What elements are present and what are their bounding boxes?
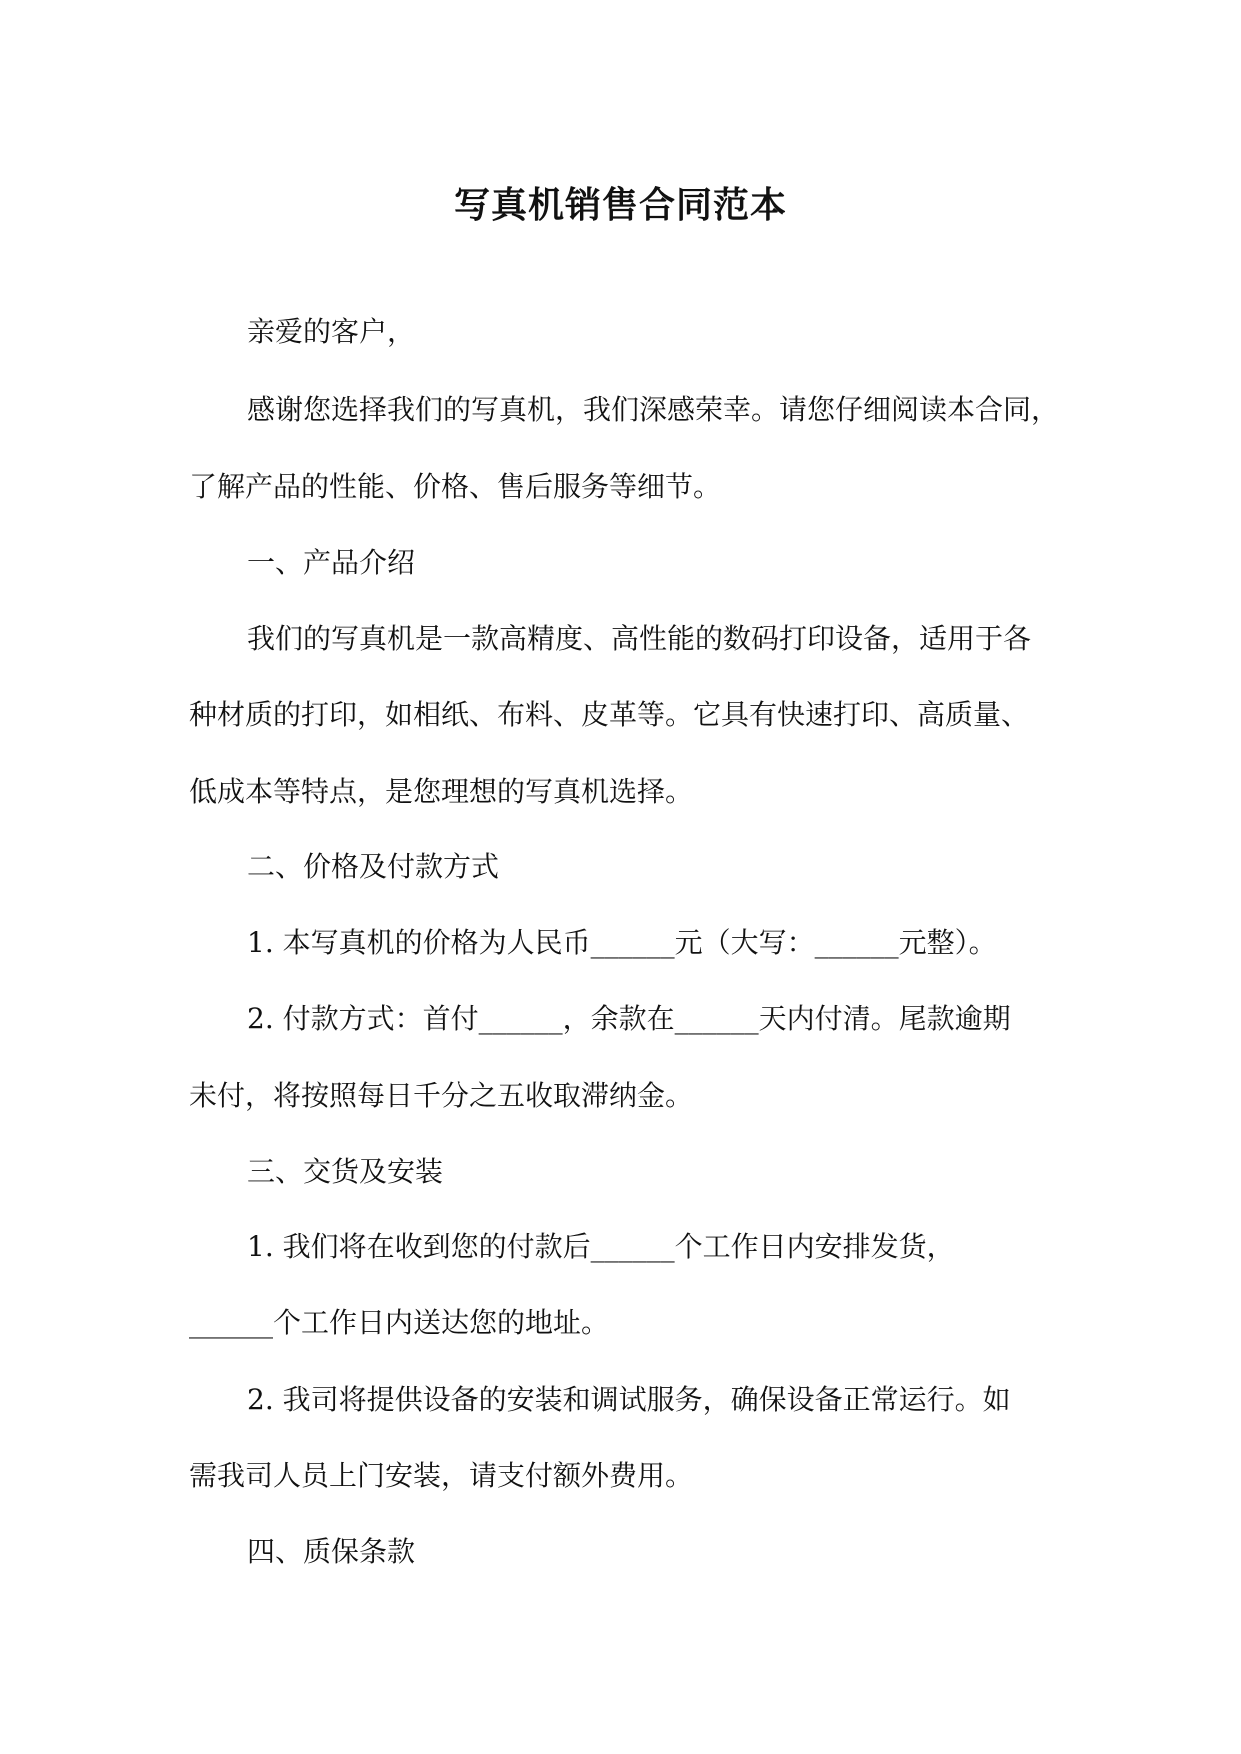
clause-line: 1. 我们将在收到您的付款后______个工作日内安排发货， xyxy=(247,1230,955,1263)
paragraph-line: 未付，将按照每日千分之五收取滞纳金。 xyxy=(189,1079,694,1112)
paragraph-line: ______个工作日内送达您的地址。 xyxy=(189,1306,610,1339)
paragraph-line: 感谢您选择我们的写真机，我们深感荣幸。请您仔细阅读本合同， xyxy=(247,393,1060,426)
paragraph-line: 需我司人员上门安装，请支付额外费用。 xyxy=(189,1459,694,1492)
greeting-line: 亲爱的客户， xyxy=(247,315,416,348)
clause-line: 2. 付款方式：首付______，余款在______天内付清。尾款逾期 xyxy=(247,1002,1011,1035)
clause-line: 2. 我司将提供设备的安装和调试服务，确保设备正常运行。如 xyxy=(247,1383,1011,1416)
paragraph-line: 种材质的打印，如相纸、布料、皮革等。它具有快速打印、高质量、 xyxy=(189,698,1030,731)
section-heading: 三、交货及安装 xyxy=(247,1155,444,1188)
paragraph-line: 低成本等特点，是您理想的写真机选择。 xyxy=(189,775,694,808)
paragraph-line: 了解产品的性能、价格、售后服务等细节。 xyxy=(189,470,722,503)
document-title: 写真机销售合同范本 xyxy=(453,184,787,226)
clause-line: 1. 本写真机的价格为人民币______元（大写：______元整）。 xyxy=(247,926,997,959)
paragraph-line: 我们的写真机是一款高精度、高性能的数码打印设备，适用于各 xyxy=(247,622,1032,655)
section-heading: 二、价格及付款方式 xyxy=(247,850,500,883)
section-heading: 一、产品介绍 xyxy=(247,546,416,579)
section-heading: 四、质保条款 xyxy=(247,1535,416,1568)
